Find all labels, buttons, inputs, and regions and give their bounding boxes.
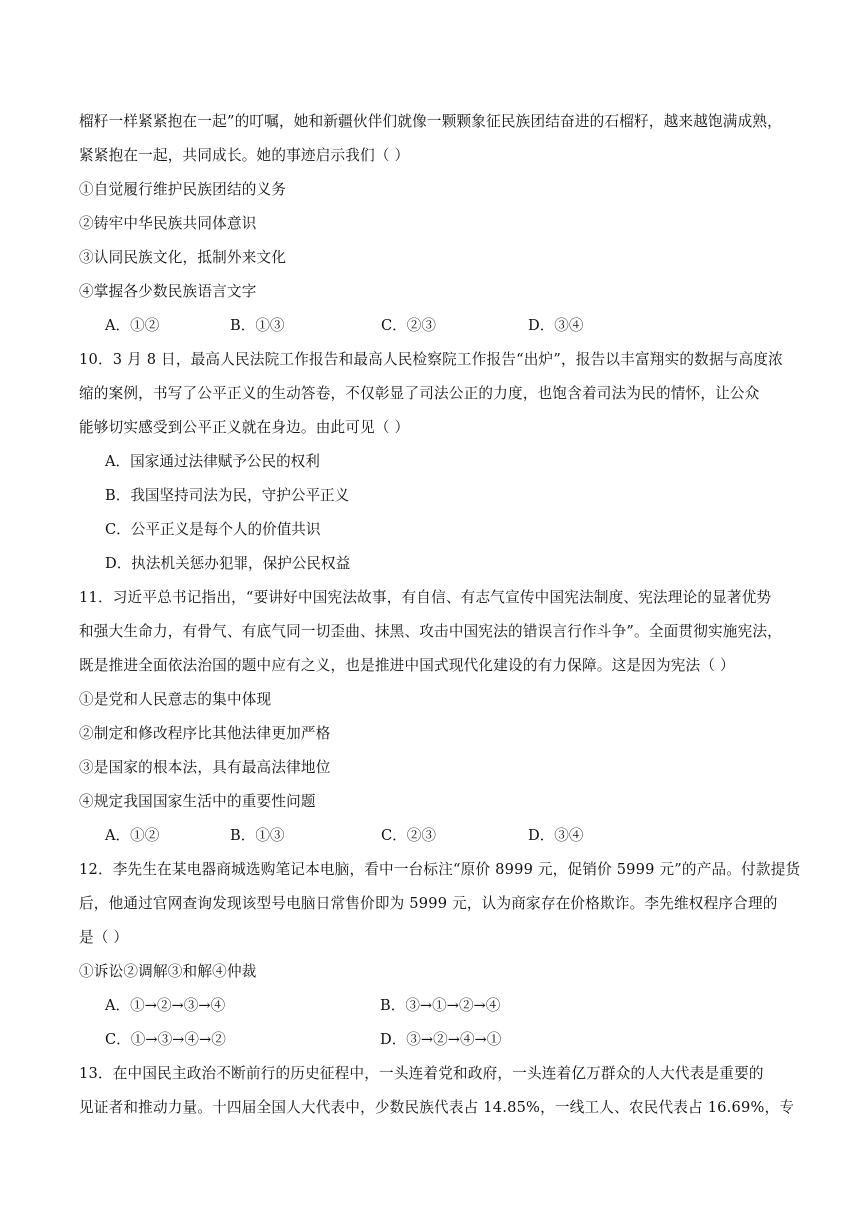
q9-item-4: ④掌握各少数民族语言文字 (79, 283, 257, 300)
q11-option-d: D．③④ (528, 827, 584, 844)
q11-option-a: A．①② (105, 827, 160, 844)
q12-stem-line-3: 是（ ） (79, 929, 129, 946)
q10-stem-line-3: 能够切实感受到公平正义就在身边。由此可见（ ） (79, 419, 410, 436)
q11-option-c: C．②③ (381, 827, 436, 844)
q13-stem-line-2: 见证者和推动力量。十四届全国人大代表中，少数民族代表占 14.85%，一线工人、农民代表占 16.69%，专 (79, 1099, 795, 1116)
q12-option-d: D．③→②→④→① (380, 1031, 502, 1048)
q11-item-4: ④规定我国国家生活中的重要性问题 (79, 793, 316, 810)
q10-option-c: C．公平正义是每个人的价值共识 (105, 521, 321, 538)
q12-item-1: ①诉讼②调解③和解④仲裁 (79, 963, 257, 980)
q12-option-a: A．①→②→③→④ (105, 997, 226, 1014)
q10-option-a: A．国家通过法律赋予公民的权利 (105, 453, 320, 470)
q9-option-d: D．③④ (528, 317, 584, 334)
q10-option-d: D．执法机关惩办犯罪，保护公民权益 (105, 555, 351, 572)
q9-option-a: A．①② (105, 317, 160, 334)
q10-stem-line-1: 10．3 月 8 日，最高人民法院工作报告和最高人民检察院工作报告“出炉”，报告以丰富翔实的数据与高度浓 (79, 351, 783, 368)
q12-stem-line-2: 后，他通过官网查询发现该型号电脑日常售价即为 5999 元，认为商家存在价格欺诈。李先维权程序合理的 (79, 895, 778, 912)
q9-item-2: ②铸牢中华民族共同体意识 (79, 215, 257, 232)
q11-stem-line-2: 和强大生命力，有骨气、有底气同一切歪曲、抹黑、攻击中国宪法的错误言行作斗争”。全面贯彻实施宪法， (79, 623, 782, 640)
q9-text-line-1: 榴籽一样紧紧抱在一起”的叮嘱，她和新疆伙伴们就像一颗颗象征民族团结奋进的石榴籽，越来越饱满成熟， (79, 113, 782, 130)
q11-stem-line-1: 11．习近平总书记指出，“要讲好中国宪法故事，有自信、有志气宣传中国宪法制度、宪法理论的显著优势 (79, 589, 772, 606)
q11-item-2: ②制定和修改程序比其他法律更加严格 (79, 725, 331, 742)
q9-option-b: B．①③ (230, 317, 285, 334)
q12-option-c: C．①→③→④→② (105, 1031, 226, 1048)
q9-item-1: ①自觉履行维护民族团结的义务 (79, 181, 287, 198)
q10-option-b: B．我国坚持司法为民，守护公平正义 (105, 487, 350, 504)
q9-option-c: C．②③ (381, 317, 436, 334)
q11-option-b: B．①③ (230, 827, 285, 844)
q11-stem-line-3: 既是推进全面依法治国的题中应有之义，也是推进中国式现代化建设的有力保障。这是因为宪法（ ） (79, 657, 735, 674)
q10-stem-line-2: 缩的案例，书写了公平正义的生动答卷，不仅彰显了司法公正的力度，也饱含着司法为民的情怀，让公众 (79, 385, 760, 402)
q11-item-1: ①是党和人民意志的集中体现 (79, 691, 272, 708)
q9-text-line-2: 紧紧抱在一起，共同成长。她的事迹启示我们（ ） (79, 147, 410, 164)
q13-stem-line-1: 13．在中国民主政治不断前行的历史征程中，一头连着党和政府，一头连着亿万群众的人大代表是重要的 (79, 1065, 764, 1082)
q9-item-3: ③认同民族文化，抵制外来文化 (79, 249, 287, 266)
q11-item-3: ③是国家的根本法，具有最高法律地位 (79, 759, 331, 776)
q12-stem-line-1: 12．李先生在某电器商城选购笔记本电脑，看中一台标注“原价 8999 元，促销价 5999 元”的产品。付款提货 (79, 861, 801, 878)
q12-option-b: B．③→①→②→④ (380, 997, 501, 1014)
